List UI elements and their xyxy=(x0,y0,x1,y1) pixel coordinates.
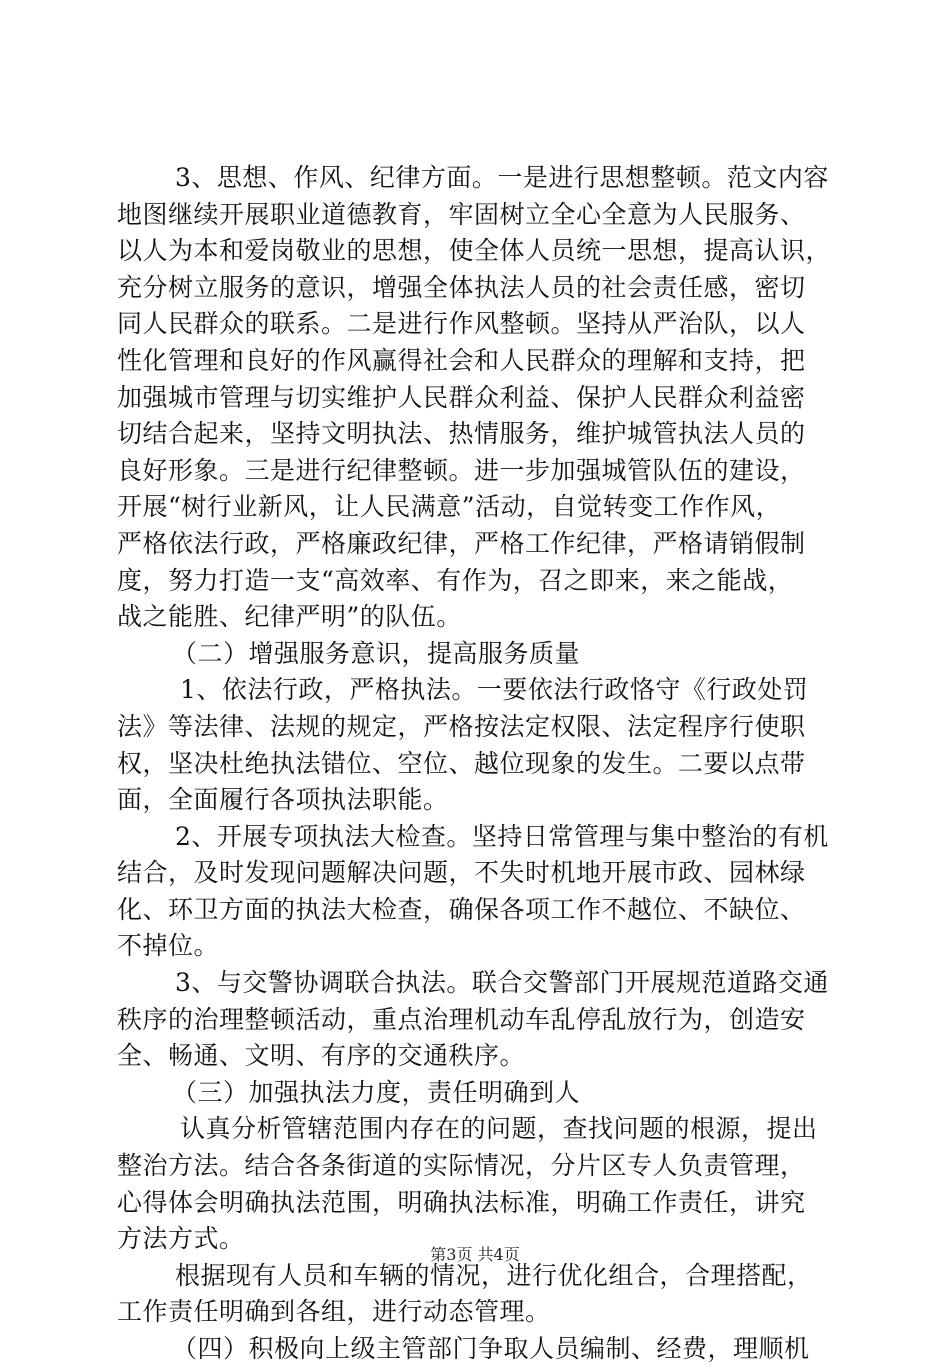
text-line: （二）增强服务意识，提高服务质量 xyxy=(172,638,581,668)
text-line: 性化管理和良好的作风赢得社会和人民群众的理解和支持，把 xyxy=(117,345,806,375)
text-line: （四）积极向上级主管部门争取人员编制、经费，理顺机 xyxy=(172,1334,810,1363)
text-line: 地图继续开展职业道德教育，牢固树立全心全意为人民服务、 xyxy=(117,199,806,229)
text-line: 2、开展专项执法大检查。坚持日常管理与集中整治的有机 xyxy=(175,821,829,851)
text-line: 认真分析管辖范围内存在的问题，查找问题的根源，提出 xyxy=(180,1114,818,1144)
text-line: 加强城市管理与切实维护人民群众利益、保护人民群众利益密 xyxy=(117,382,806,412)
text-line: 全、畅通、文明、有序的交通秩序。 xyxy=(117,1041,526,1071)
text-line: 根据现有人员和车辆的情况，进行优化组合，合理搭配， xyxy=(175,1260,813,1290)
text-line: 3、与交警协调联合执法。联合交警部门开展规范道路交通 xyxy=(175,968,829,998)
text-line: 方法方式。 xyxy=(117,1224,245,1254)
text-line: 面，全面履行各项执法职能。 xyxy=(117,785,449,815)
text-line: 3、思想、作风、纪律方面。一是进行思想整顿。范文内容 xyxy=(175,163,829,192)
text-line: 良好形象。三是进行纪律整顿。进一步加强城管队伍的建设， xyxy=(117,455,806,485)
text-line: 结合，及时发现问题解决问题，不失时机地开展市政、园林绿 xyxy=(117,858,806,888)
text-line: 同人民群众的联系。二是进行作风整顿。坚持从严治队，以人 xyxy=(117,309,806,339)
text-line: 不掉位。 xyxy=(117,931,220,961)
document-body xyxy=(117,160,837,1368)
page-footer: 第3页 共4页 xyxy=(430,1245,520,1264)
text-line: 权，坚决杜绝执法错位、空位、越位现象的发生。二要以点带 xyxy=(117,748,806,778)
text-line: 严格依法行政，严格廉政纪律，严格工作纪律，严格请销假制 xyxy=(117,528,806,558)
text-line: 心得体会明确执法范围，明确执法标准，明确工作责任，讲究 xyxy=(117,1187,806,1217)
text-line: 战之能胜、纪律严明”的队伍。 xyxy=(117,602,462,632)
text-line: 度，努力打造一支“高效率、有作为，召之即来，来之能战， xyxy=(117,565,794,595)
text-line: 整治方法。结合各条街道的实际情况，分片区专人负责管理， xyxy=(117,1151,806,1181)
text-line: 切结合起来，坚持文明执法、热情服务，维护城管执法人员的 xyxy=(117,419,806,449)
text-line: 以人为本和爱岗敬业的思想，使全体人员统一思想，提高认识， xyxy=(117,236,832,266)
text-line: 法》等法律、法规的规定，严格按法定权限、法定程序行使职 xyxy=(117,711,806,741)
text-line: 化、环卫方面的执法大检查，确保各项工作不越位、不缺位、 xyxy=(117,894,806,924)
text-line: 工作责任明确到各组，进行动态管理。 xyxy=(117,1297,551,1327)
text-line: 1、依法行政，严格执法。一要依法行政恪守《行政处罚 xyxy=(180,675,809,705)
text-line: （三）加强执法力度，责任明确到人 xyxy=(172,1077,581,1107)
text-line: 开展“树行业新风，让人民满意”活动，自觉转变工作作风， xyxy=(117,492,782,522)
text-line: 充分树立服务的意识，增强全体执法人员的社会责任感，密切 xyxy=(117,272,806,302)
text-line: 秩序的治理整顿活动，重点治理机动车乱停乱放行为，创造安 xyxy=(117,1004,806,1034)
